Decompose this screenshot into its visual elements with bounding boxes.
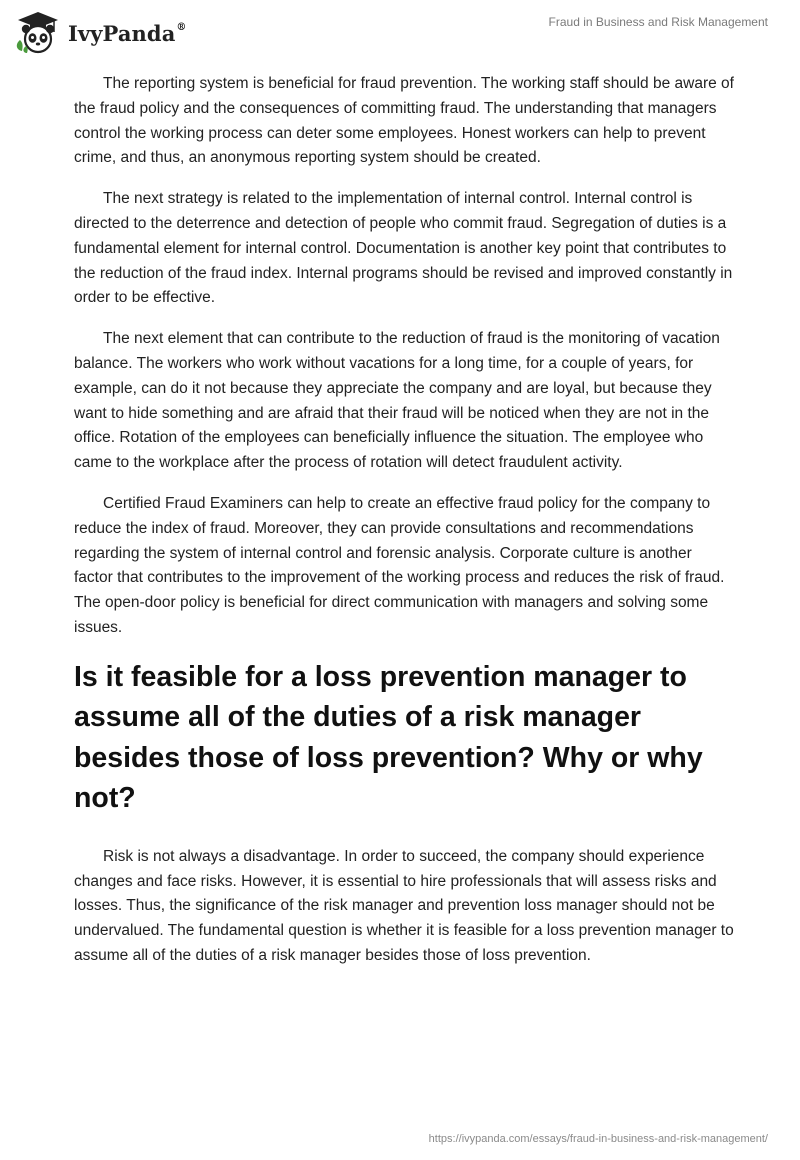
page-header bbox=[0, 0, 800, 60]
essay-content bbox=[74, 72, 734, 985]
paragraph: The reporting system is beneficial for fraud prevention. The working staff should be aware of the fraud policy and the consequences of committing fraud. The understanding that managers control the working process can deter some employees. Honest workers can help to prevent crime, and thus, an anonymous reporting system should be created. bbox=[74, 75, 734, 167]
panda-graduation-cap-icon bbox=[14, 10, 62, 54]
paragraph: Risk is not always a disadvantage. In order to succeed, the company should experience changes and face risks. However, it is essential to hire professionals that will assess risks and losses. Thus, the significance of the risk manager and prevention loss manager should not be undervalued. The fundamental question is whether it is feasible for a loss prevention manager to assume all of the duties of a risk manager besides those of loss prevention. bbox=[74, 847, 734, 964]
paragraph: The next strategy is related to the implementation of internal control. Internal control is directed to the deterrence and detection of people who commit fraud. Segregation of duties is a fundamental element for internal control. Documentation is another key point that contributes to the reduction of the fraud index. Internal programs should be revised and improved constantly in order to be effective. bbox=[74, 190, 733, 307]
logo-text: IvyPanda® bbox=[68, 20, 187, 46]
paragraph: Certified Fraud Examiners can help to create an effective fraud policy for the company to reduce the index of fraud. Moreover, they can provide consultations and recommendations regarding the system of internal control and forensic analysis. Corporate culture is another factor that contributes to the improvement of the working process and reduces the risk of fraud. The open-door policy is beneficial for direct communication with managers and solving some issues. bbox=[74, 494, 725, 636]
ivypanda-logo[interactable] bbox=[14, 10, 187, 54]
section-heading: Is it feasible for a loss prevention manager to assume all of the duties of a risk manager besides those of loss prevention? Why or why not? bbox=[74, 660, 703, 815]
document-title: Fraud in Business and Risk Management bbox=[548, 15, 768, 29]
registered-mark: ® bbox=[176, 21, 187, 33]
footer-source-url[interactable]: https://ivypanda.com/essays/fraud-in-business-and-risk-management/ bbox=[428, 1133, 768, 1145]
paragraph: The next element that can contribute to the reduction of fraud is the monitoring of vacation balance. The workers who work without vacations for a long time, for a couple of years, for example, can do it not because they appreciate the company and are loyal, but because they want to hide something and are afraid that their fraud will be noticed when they are not in the office. Rotation of the employees can beneficially influence the situation. The employee who came to the workplace after the process of rotation will detect fraudulent activity. bbox=[74, 330, 720, 472]
